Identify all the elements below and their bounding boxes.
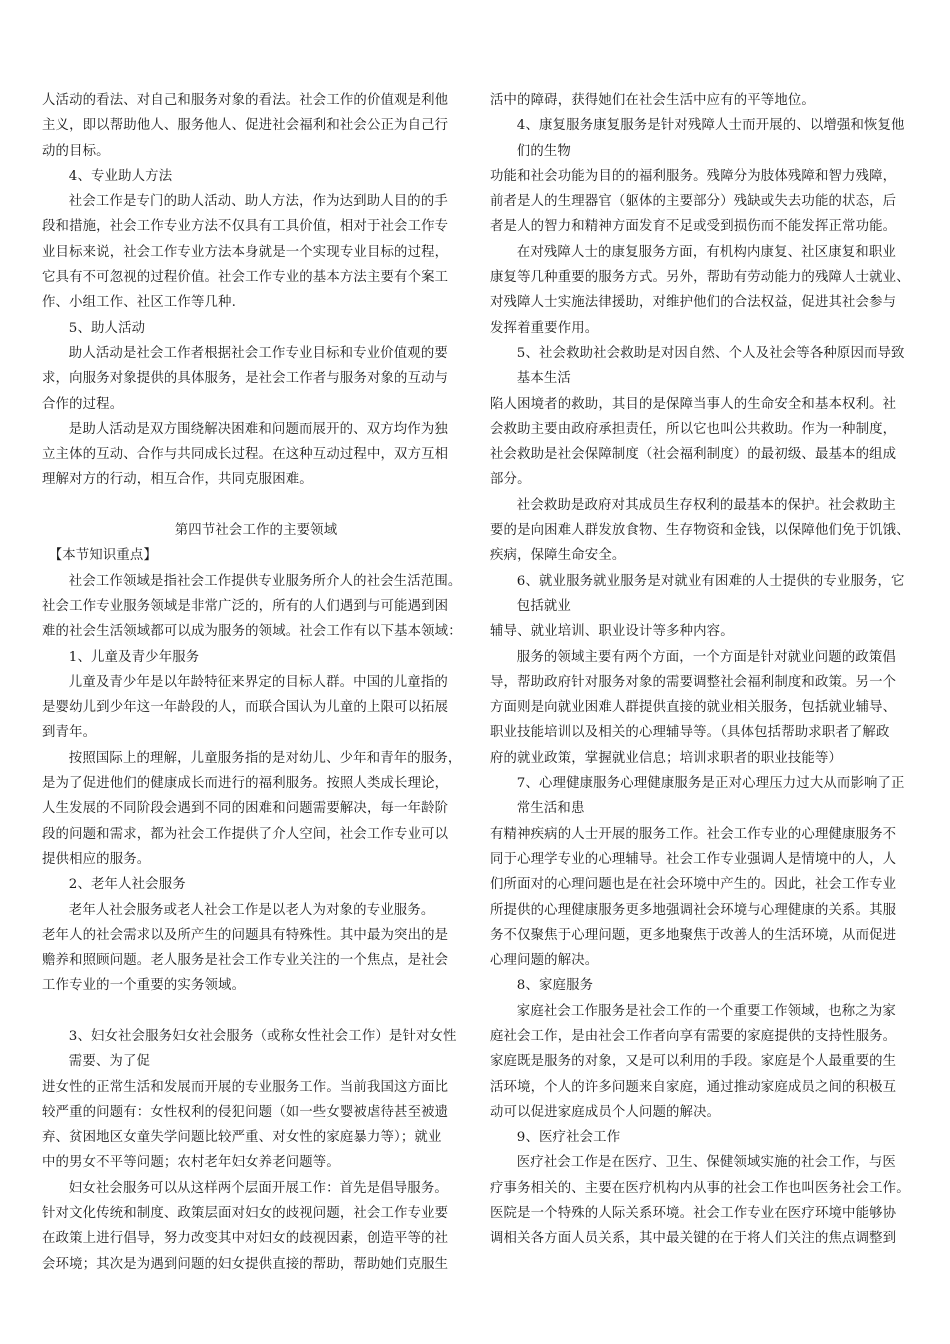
text-line: 心理问题的解决。 [490, 953, 599, 969]
text-line: 会环境；其次是为遇到问题的妇女提供直接的帮助，帮助她们克服生 [42, 1256, 449, 1272]
text-line: 导，帮助政府针对服务对象的需要调整社会福利制度和政策。另一个 [490, 674, 897, 690]
text-line: 同于心理学专业的心理辅导。社会工作专业强调人是情境中的人，人 [490, 851, 897, 867]
text-line: 活中的障碍，获得她们在社会生活中应有的平等地位。 [490, 93, 815, 108]
text-line: 者是人的智力和精神方面发育不足或受到损伤而不能发挥正常功能。 [490, 219, 897, 235]
text-line: 难的社会生活领域都可以成为服务的领域。社会工作有以下基本领域： [42, 624, 462, 640]
text-line: 医院是一个特殊的人际关系环境。社会工作专业在医疗环境中能够协 [490, 1206, 897, 1222]
text-line: 需要、为了促 [68, 1054, 151, 1070]
text-line: 家庭既是服务的对象，又是可以利用的手段。家庭是个人最重要的生 [490, 1054, 897, 1070]
text-line: 主义，即以帮助他人、服务他人、促进社会福利和社会公正为自己行 [42, 118, 449, 134]
text-line: 9、医疗社会工作 [516, 1130, 621, 1146]
text-line: 7、心理健康服务心理健康服务是正对心理压力过大从而影响了正 [516, 776, 905, 792]
text-line: 在对残障人士的康复服务方面，有机构内康复、社区康复和职业 [516, 244, 896, 260]
text-line: 有精神疾病的人士开展的服务工作。社会工作专业的心理健康服务不 [490, 826, 897, 842]
right-text-column [490, 88, 916, 1252]
text-line: 4、康复服务康复服务是针对残障人士而开展的、以增强和恢复他 [516, 118, 905, 134]
text-line: 合作的过程。 [42, 396, 124, 412]
text-line: 社会工作是专门的助人活动、助人方法，作为达到助人目的的手 [68, 194, 448, 210]
text-line: 儿童及青少年是以年龄特征来界定的目标人群。中国的儿童指的 [68, 674, 448, 690]
text-line: 包括就业 [516, 598, 571, 614]
text-line: 人活动的看法、对自己和服务对象的看法。社会工作的价值观是利他 [42, 93, 449, 108]
text-line: 会救助主要由政府承担责任，所以它也叫公共救助。作为一种制度， [490, 421, 897, 437]
text-line: 工作专业的一个重要的实务领域。 [42, 978, 246, 994]
text-line: 理解对方的行动，相互合作，共同克服困难。 [42, 472, 313, 488]
text-line: 3、妇女社会服务妇女社会服务（或称女性社会工作）是针对女性 [68, 1028, 457, 1044]
text-line: 们所面对的心理问题也是在社会环境中产生的。因此，社会工作专业 [490, 877, 897, 893]
text-line: 疗事务相关的、主要在医疗机构内从事的社会工作也叫医务社会工作。 [490, 1180, 910, 1196]
text-line: 们的生物 [516, 143, 571, 159]
text-line: 5、社会救助社会救助是对因自然、个人及社会等各种原因而导致 [516, 345, 905, 361]
text-line: 按照国际上的理解，儿童服务指的是对幼儿、少年和青年的服务， [68, 750, 462, 766]
text-line: 是为了促进他们的健康成长而进行的福利服务。按照人类成长理论， [42, 776, 449, 792]
text-line: 庭社会工作，是由社会工作者向享有需要的家庭提供的支持性服务。 [490, 1028, 897, 1044]
text-line: 较严重的问题有：女性权利的侵犯问题（如一些女婴被虐待甚至被遗 [42, 1104, 449, 1120]
text-line: 社会工作领域是指社会工作提供专业服务所介人的社会生活范围。 [68, 573, 462, 589]
text-line: 社会救助是社会保障制度（社会福利制度）的最初级、最基本的组成 [490, 447, 897, 463]
text-line: 家庭社会工作服务是社会工作的一个重要工作领域，也称之为家 [516, 1003, 896, 1019]
text-line: 5、助人活动 [68, 320, 146, 336]
text-line: 针对文化传统和制度、政策层面对妇女的歧视问题，社会工作专业要 [42, 1206, 449, 1222]
text-line: 基本生活 [516, 371, 571, 387]
text-line: 陷人困境者的救助，其目的是保障当事人的生命安全和基本权利。社 [490, 396, 897, 412]
text-line: 【本节知识重点】 [48, 548, 158, 564]
text-line: 业目标来说，社会工作专业方法本身就是一个实现专业目标的过程， [42, 244, 449, 260]
text-line: 医疗社会工作是在医疗、卫生、保健领域实施的社会工作，与医 [516, 1155, 896, 1171]
text-line: 赡养和照顾问题。老人服务是社会工作专业关注的一个焦点，是社会 [42, 953, 449, 969]
text-line: 前者是人的生理器官（躯体的主要部分）残缺或失去功能的状态，后 [490, 194, 897, 210]
blank-line [42, 493, 470, 518]
text-line: 4、专业助人方法 [68, 168, 173, 184]
text-line: 方面则是向就业困难人群提供直接的就业相关服务，包括就业辅导、 [490, 700, 897, 716]
text-line: 6、就业服务就业服务是对就业有困难的人士提供的专业服务，它 [516, 573, 905, 589]
text-line: 1、儿童及青少年服务 [68, 649, 200, 665]
text-line: 辅导、就业培训、职业设计等多种内容。 [490, 624, 734, 640]
text-line: 疾病，保障生命安全。 [490, 548, 626, 564]
text-line: 段和措施，社会工作专业方法不仅具有工具价值，相对于社会工作专 [42, 219, 449, 235]
text-line: 求，向服务对象提供的具体服务，是社会工作者与服务对象的互动与 [42, 371, 449, 387]
text-line: 弃、贫困地区女童失学问题比较严重、对女性的家庭暴力等）；就业 [42, 1130, 442, 1146]
text-line: 部分。 [490, 472, 531, 488]
section-heading: 第四节社会工作的主要领域 [174, 523, 338, 539]
text-line: 提供相应的服务。 [42, 851, 151, 867]
blank-line [42, 999, 470, 1024]
text-line: 所提供的心理健康服务更多地强调社会环境与心理健康的关系。其服 [490, 902, 897, 918]
text-line: 在政策上进行倡导，努力改变其中对妇女的歧视因素，创造平等的社 [42, 1231, 449, 1247]
text-line: 它具有不可忽视的过程价值。社会工作专业的基本方法主要有个案工 [42, 270, 449, 286]
text-line: 动可以促进家庭成员个人问题的解决。 [490, 1104, 721, 1120]
text-line: 动的目标。 [42, 143, 110, 159]
text-line: 段的问题和需求，都为社会工作提供了介人空间，社会工作专业可以 [42, 826, 449, 842]
text-line: 妇女社会服务可以从这样两个层面开展工作：首先是倡导服务。 [68, 1180, 448, 1196]
text-line: 8、家庭服务 [516, 978, 594, 994]
text-line: 康复等几种重要的服务方式。另外，帮助有劳动能力的残障人士就业、 [490, 270, 910, 286]
text-line: 常生活和患 [516, 801, 585, 817]
text-line: 助人活动是社会工作者根据社会工作专业目标和专业价值观的要 [68, 345, 448, 361]
text-line: 社会救助是政府对其成员生存权利的最基本的保护。社会救助主 [516, 497, 896, 513]
text-line: 立主体的互动、合作与共同成长过程。在这种互动过程中，双方互相 [42, 447, 449, 463]
text-line: 服务的领域主要有两个方面，一个方面是针对就业问题的政策倡 [516, 649, 896, 665]
text-line: 进女性的正常生活和发展而开展的专业服务工作。当前我国这方面比 [42, 1079, 449, 1095]
text-line: 务不仅聚焦于心理问题，更多地聚焦于改善人的生活环境，从而促进 [490, 927, 897, 943]
text-line: 中的男女不平等问题；农村老年妇女养老问题等。 [42, 1155, 340, 1171]
text-line: 到青年。 [42, 725, 97, 741]
text-line: 府的就业政策，掌握就业信息；培训求职者的职业技能等） [490, 750, 843, 766]
text-line: 是婴幼儿到少年这一年龄段的人，而联合国认为儿童的上限可以拓展 [42, 700, 449, 716]
text-line: 社会工作专业服务领域是非常广泛的，所有的人们遇到与可能遇到困 [42, 598, 449, 614]
text-line: 要的是向困难人群发放食物、生存物资和金钱，以保障他们免于饥饿、 [490, 523, 910, 539]
text-line: 对残障人士实施法律援助，对维护他们的合法权益，促进其社会参与 [490, 295, 897, 311]
text-line: 作、小组工作、社区工作等几种. [42, 295, 236, 311]
text-line: 活环境，个人的许多问题来自家庭，通过推动家庭成员之间的积极互 [490, 1079, 897, 1095]
text-line: 发挥着重要作用。 [490, 320, 599, 336]
text-line: 是助人活动是双方围绕解决困难和问题而展开的、双方均作为独 [68, 421, 448, 437]
left-text-column [42, 88, 470, 1277]
text-line: 老年人社会服务或老人社会工作是以老人为对象的专业服务。 [68, 902, 435, 918]
text-line: 职业技能培训以及相关的心理辅导等。（具体包括帮助求职者了解政 [490, 725, 890, 741]
text-line: 功能和社会功能为目的的福利服务。残障分为肢体残障和智力残障， [490, 168, 897, 184]
text-line: 人生发展的不同阶段会遇到不同的困难和问题需要解决，每一年龄阶 [42, 801, 449, 817]
text-line: 调相关各方面人员关系，其中最关键的在于将人们关注的焦点调整到 [490, 1231, 897, 1247]
text-line: 老年人的社会需求以及所产生的问题具有特殊性。其中最为突出的是 [42, 927, 449, 943]
text-line: 2、老年人社会服务 [68, 877, 186, 893]
